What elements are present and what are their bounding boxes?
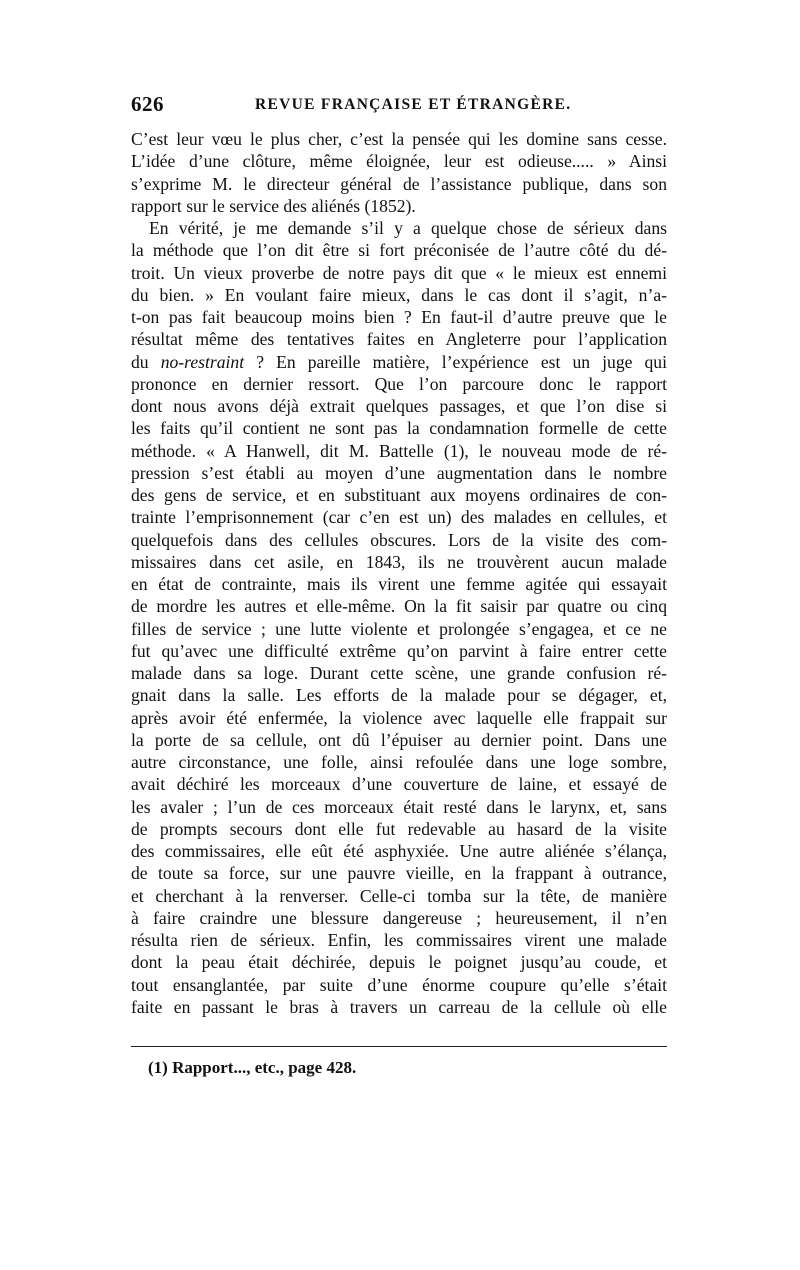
- text-line: prononce en dernier ressort. Que l’on parcoure donc le rapport: [131, 373, 667, 394]
- text-line: la porte de sa cellule, ont dû l’épuiser au dernier point. Dans une: [131, 729, 667, 750]
- text-line: dont la peau était déchirée, depuis le poignet jusqu’au coude, et: [131, 952, 667, 973]
- text-line: gnait dans la salle. Les efforts de la malade pour se dégager, et,: [131, 685, 667, 706]
- text-line: missaires dans cet asile, en 1843, ils ne trouvèrent aucun malade: [131, 551, 667, 572]
- text-line: faite en passant le bras à travers un carreau de la cellule où elle: [131, 996, 667, 1017]
- text-line: L’idée d’une clôture, même éloignée, leur est odieuse..... » Ainsi: [131, 151, 667, 172]
- text-line: avait déchiré les morceaux d’une couverture de laine, et essayé de: [131, 774, 667, 795]
- text-line: t-on pas fait beaucoup moins bien ? En faut-il d’autre preuve que le: [131, 307, 667, 327]
- text-line: après avoir été enfermée, la violence avec laquelle elle frappait sur: [131, 707, 667, 728]
- text-line: malade dans sa loge. Durant cette scène, une grande confusion ré-: [131, 663, 667, 683]
- text-line: à faire craindre une blessure dangereuse ; heureusement, il n’en: [131, 907, 667, 928]
- text-line: du no-restraint ? En pareille matière, l’expérience est un juge qui: [131, 351, 667, 372]
- footnote: (1) Rapport..., etc., page 428.: [148, 1058, 357, 1077]
- text-line: s’exprime M. le directeur général de l’assistance publique, dans son: [131, 173, 667, 194]
- running-title: REVUE FRANÇAISE ET ÉTRANGÈRE.: [255, 96, 572, 113]
- text-line: rapport sur le service des aliénés (1852).: [131, 195, 416, 216]
- text-line: de prompts secours dont elle fut redevable au hasard de la visite: [131, 818, 667, 839]
- body-text: [131, 128, 667, 1018]
- text-line: En vérité, je me demande s’il y a quelque chose de sérieux dans: [149, 218, 667, 238]
- text-line: trainte l’emprisonnement (car c’en est un) des malades en cellules, et: [131, 507, 667, 528]
- text-line: en état de contrainte, mais ils virent une femme agitée qui essayait: [131, 574, 667, 594]
- text-line: troit. Un vieux proverbe de notre pays dit que « le mieux est ennemi: [131, 262, 667, 283]
- text-line: dont nous avons déjà extrait quelques passages, et que l’on dise si: [131, 396, 667, 416]
- text-line: résulta rien de sérieux. Enfin, les commissaires virent une malade: [131, 930, 667, 950]
- text-line: la méthode que l’on dit être si fort préconisée de l’autre côté du dé-: [131, 240, 667, 261]
- text-line: tout ensanglantée, par suite d’une énorme coupure qu’elle s’était: [131, 974, 667, 995]
- page-number: 626: [131, 92, 164, 116]
- text-line: du bien. » En voulant faire mieux, dans le cas dont il s’agit, n’a-: [131, 284, 667, 305]
- text-line: les faits qu’il contient ne sont pas la condamnation formelle de cette: [131, 418, 667, 439]
- text-line: de mordre les autres et elle-même. On la fit saisir par quatre ou cinq: [131, 596, 667, 617]
- text-line: résultat même des tentatives faites en Angleterre pour l’application: [131, 329, 667, 350]
- text-line: C’est leur vœu le plus cher, c’est la pensée qui les domine sans cesse.: [131, 129, 667, 149]
- text-line: pression s’est établi au moyen d’une augmentation dans le nombre: [131, 462, 667, 483]
- text-line: des gens de service, et en substituant aux moyens ordinaires de con-: [131, 485, 667, 505]
- text-line: autre circonstance, une folle, ainsi refoulée dans une loge sombre,: [131, 752, 667, 772]
- text-line: de toute sa force, sur une pauvre vieille, en la frappant à outrance,: [131, 863, 667, 884]
- text-line: fut qu’avec une difficulté extrême qu’on parvint à faire entrer cette: [131, 640, 667, 661]
- text-line: les avaler ; l’un de ces morceaux était resté dans le larynx, et, sans: [131, 796, 667, 817]
- text-line: filles de service ; une lutte violente et prolongée s’engagea, et ce ne: [131, 618, 667, 639]
- footnote-divider: [131, 1046, 667, 1047]
- text-line: méthode. « A Hanwell, dit M. Battelle (1), le nouveau mode de ré-: [131, 440, 667, 461]
- text-line: des commissaires, elle eût été asphyxiée. Une autre aliénée s’élança,: [131, 841, 667, 861]
- text-line: et cherchant à la renverser. Celle-ci tomba sur la tête, de manière: [131, 885, 667, 906]
- text-line: quelquefois dans des cellules obscures. Lors de la visite des com-: [131, 529, 667, 550]
- page-header: [131, 92, 667, 122]
